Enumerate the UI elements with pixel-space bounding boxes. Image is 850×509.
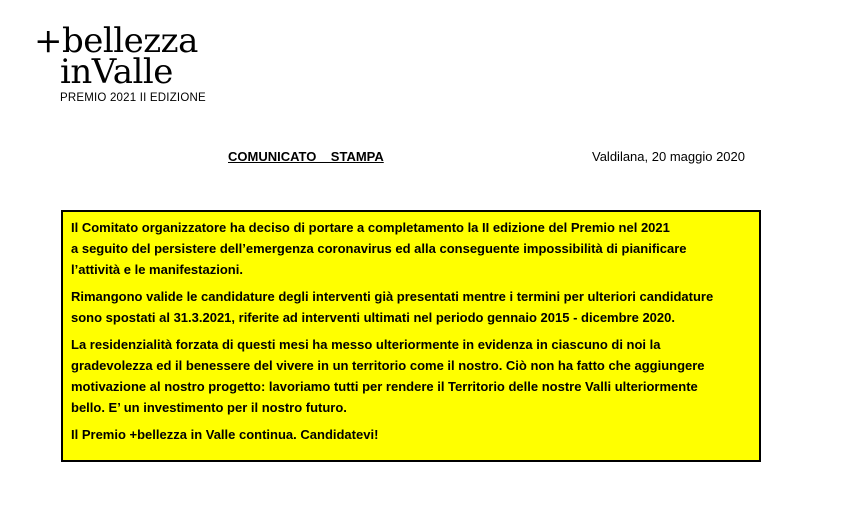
paragraph-4 <box>71 424 751 445</box>
logo-edition: PREMIO 2021 II EDIZIONE <box>60 92 206 104</box>
paragraph-line: Il Comitato organizzatore ha deciso di portare a completamento la II edizione del Premio nel 2021 <box>71 220 670 235</box>
paragraph-line: Rimangono valide le candidature degli interventi già presentati mentre i termini per ulteriori candidature <box>71 289 714 304</box>
paragraph-line: Il Premio +bellezza in Valle continua. Candidatevi! <box>71 427 379 442</box>
paragraph-2 <box>71 286 751 328</box>
paragraph-line: a seguito del persistere dell’emergenza coronavirus ed alla conseguente impossibilità di pianificare <box>71 241 687 256</box>
paragraph-line: motivazione al nostro progetto: lavoriamo tutti per rendere il Territorio delle nostre Valli ulteriormente <box>71 379 698 394</box>
paragraph-3 <box>71 334 751 418</box>
logo-title-line2: inValle <box>60 52 173 92</box>
logo <box>34 21 234 114</box>
date-line: Valdilana, 20 maggio 2020 <box>592 149 745 164</box>
paragraph-1 <box>71 217 751 280</box>
announcement-box <box>61 210 761 462</box>
paragraph-line: La residenzialità forzata di questi mesi ha messo ulteriormente in evidenza in ciascuno di noi la <box>71 337 661 352</box>
press-release-title: COMUNICATO STAMPA <box>228 149 384 164</box>
paragraph-line: sono spostati al 31.3.2021, riferite ad interventi ultimati nel periodo gennaio 2015 - dicembre 2020. <box>71 310 675 325</box>
paragraph-line: gradevolezza ed il benessere del vivere in un territorio come il nostro. Ciò non ha fatto che aggiungere <box>71 358 705 373</box>
paragraph-line: bello. E’ un investimento per il nostro futuro. <box>71 400 347 415</box>
logo-title-line1: +bellezza <box>34 21 198 61</box>
paragraph-line: l’attività e le manifestazioni. <box>71 262 243 277</box>
